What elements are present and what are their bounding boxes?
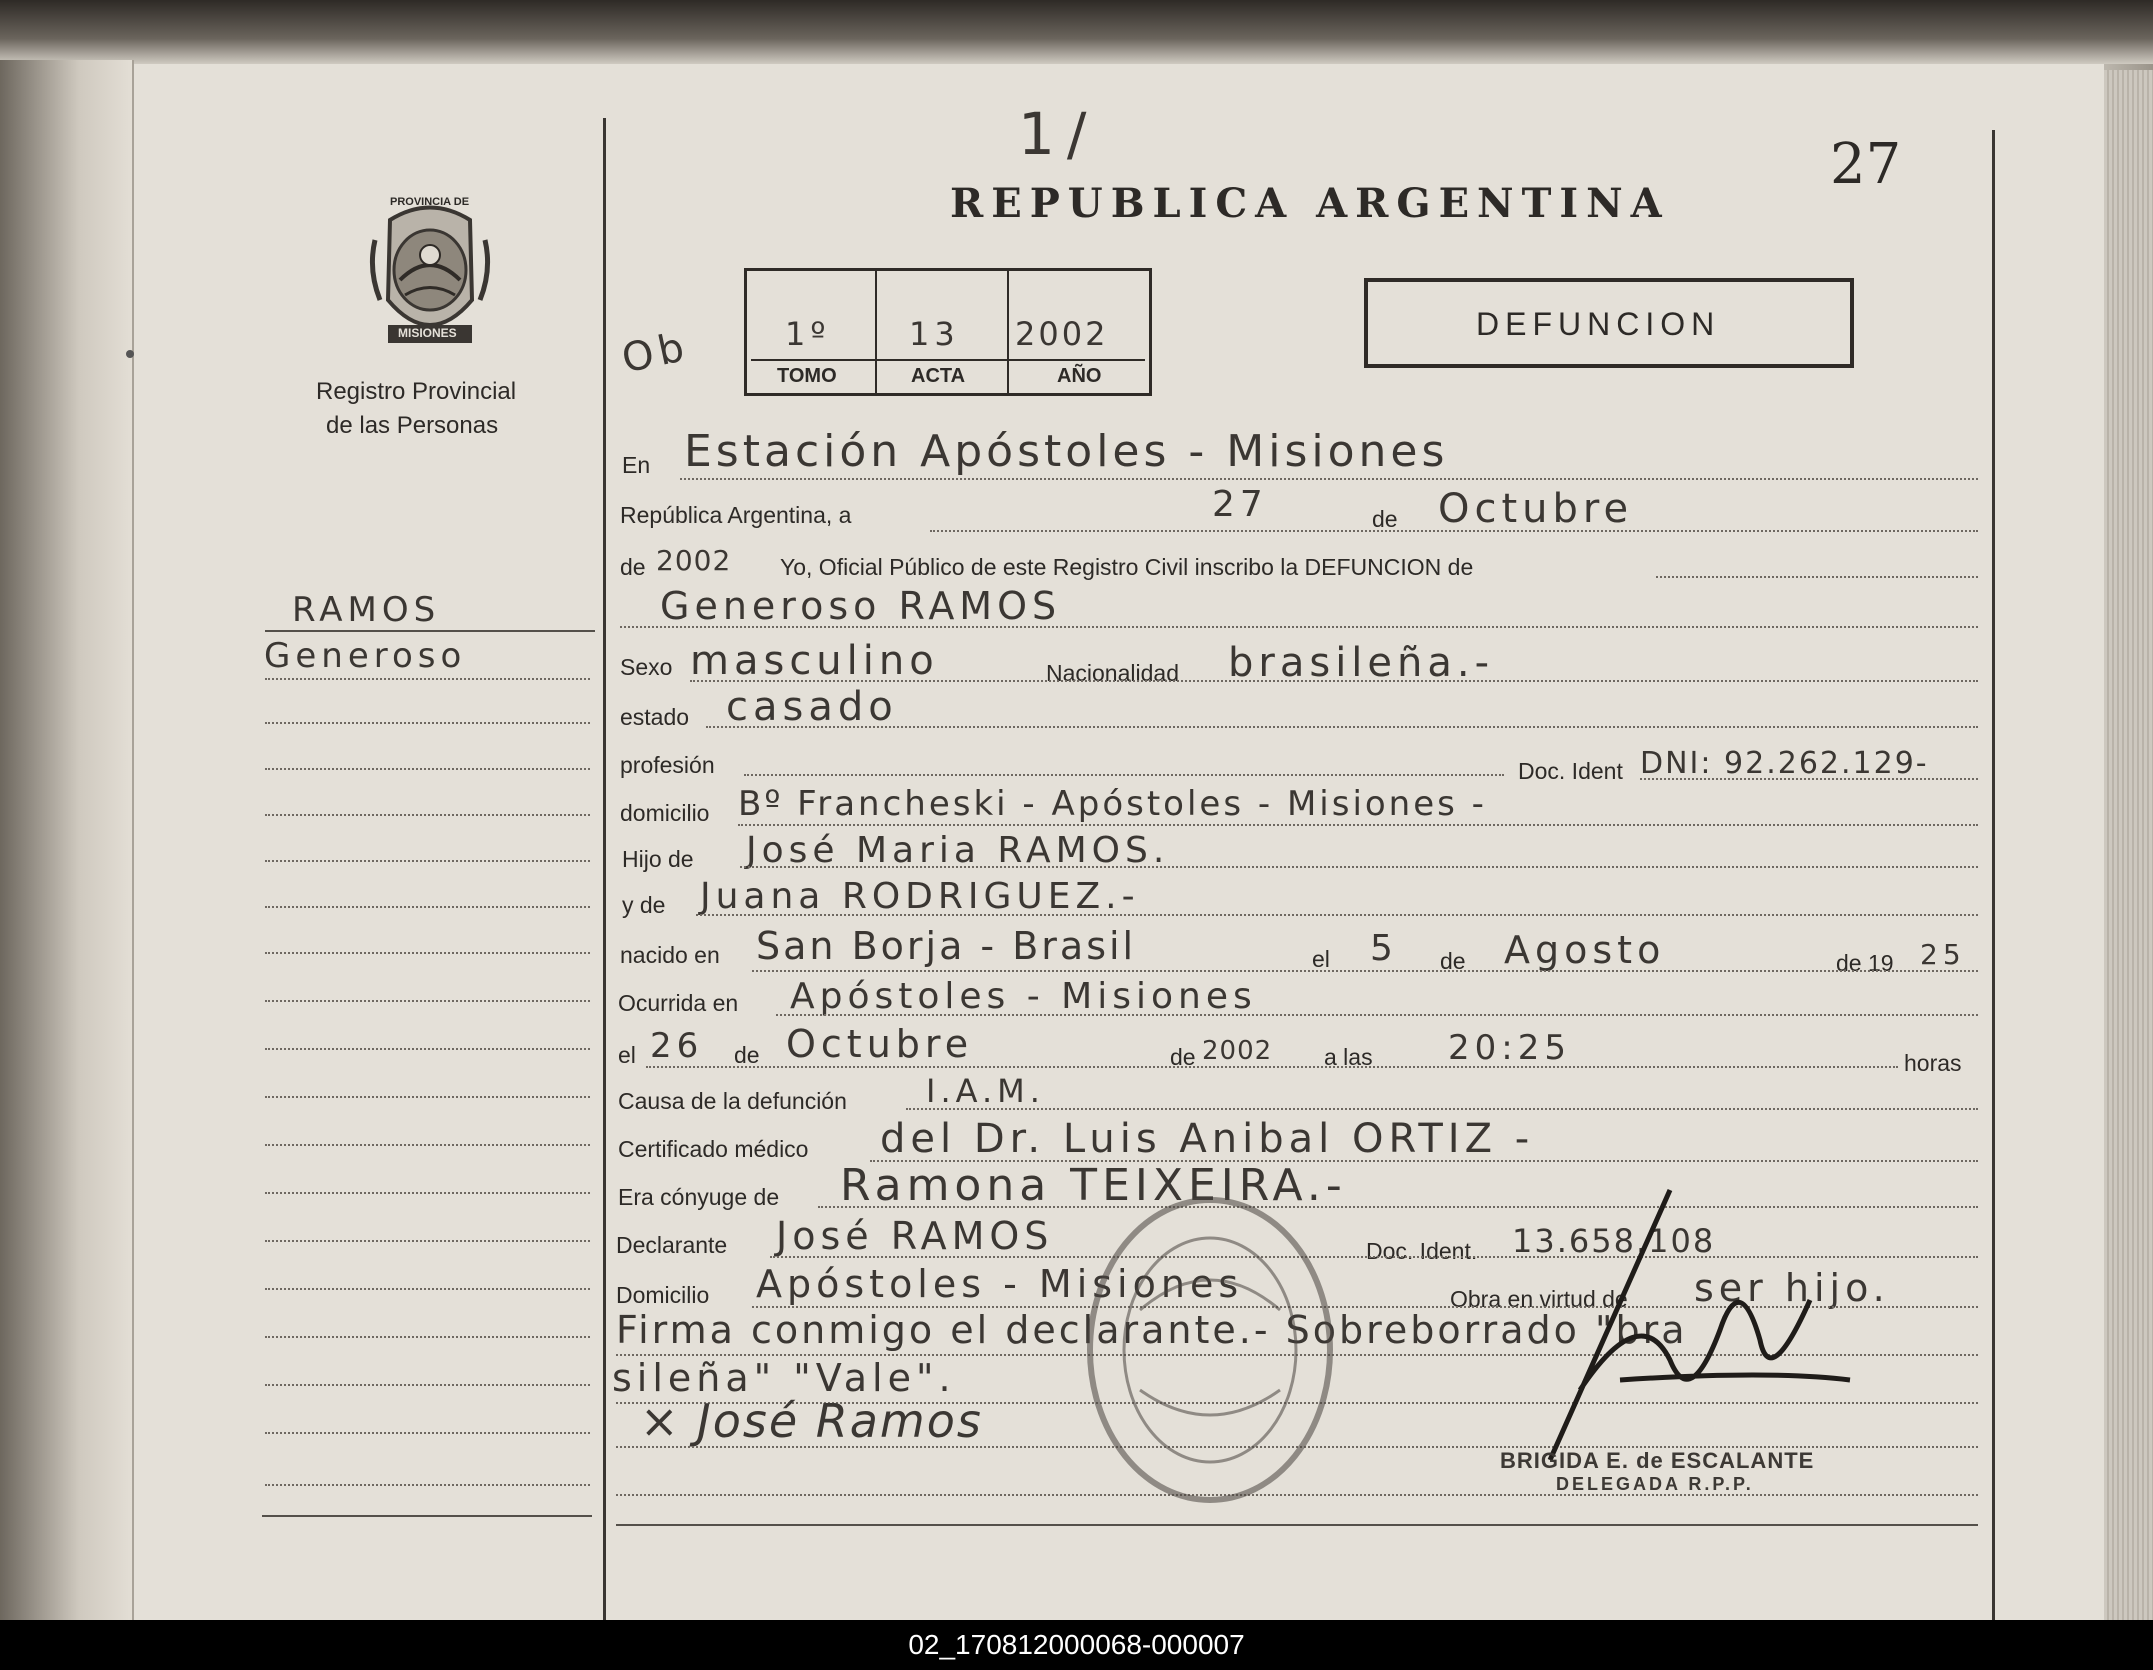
doc-ident2-value: 13.658.108 bbox=[1512, 1222, 1716, 1260]
page-stack-edge bbox=[2104, 70, 2153, 1620]
domicilio2-label: Domicilio bbox=[616, 1282, 710, 1308]
conyuge-label: Era cónyuge de bbox=[618, 1184, 780, 1210]
note-line-2: sileña" "Vale". bbox=[612, 1356, 956, 1400]
margin-rule bbox=[265, 1192, 590, 1194]
registry-name-line2: de las Personas bbox=[326, 412, 499, 439]
margin-rule bbox=[265, 952, 590, 954]
acta-value: 13 bbox=[909, 315, 960, 353]
margin-rule bbox=[265, 768, 590, 770]
margin-rule bbox=[265, 906, 590, 908]
estado-value: casado bbox=[726, 684, 898, 730]
form-rule bbox=[706, 726, 1978, 728]
margin-rule bbox=[265, 1000, 590, 1002]
father-name: José Maria RAMOS. bbox=[746, 830, 1170, 871]
tomo-label: TOMO bbox=[777, 365, 837, 387]
form-rule bbox=[744, 774, 1504, 776]
el2-label: el bbox=[618, 1042, 636, 1068]
form-rule bbox=[906, 1108, 1978, 1110]
deceased-name: Generoso RAMOS bbox=[660, 584, 1062, 628]
registration-month: Octubre bbox=[1438, 486, 1634, 532]
form-rule bbox=[1640, 778, 1978, 780]
sexo-label: Sexo bbox=[620, 654, 673, 680]
obra-value: ser hijo. bbox=[1694, 1266, 1890, 1310]
obra-label: Obra en virtud de bbox=[1450, 1286, 1628, 1312]
margin-rule bbox=[265, 1288, 590, 1290]
birth-month: Agosto bbox=[1504, 928, 1666, 972]
birth-day: 5 bbox=[1370, 928, 1398, 969]
doc-ident2-label: Doc. Ident. bbox=[1366, 1238, 1478, 1264]
birth-place: San Borja - Brasil bbox=[756, 924, 1137, 968]
margin-rule bbox=[265, 1432, 590, 1434]
tomo-value: 1º bbox=[785, 315, 831, 353]
certificado-value: del Dr. Luis Anibal ORTIZ - bbox=[880, 1116, 1535, 1162]
form-rule bbox=[690, 680, 1978, 682]
document-type: DEFUNCION bbox=[1476, 306, 1721, 342]
form-rule bbox=[740, 866, 1978, 868]
form-rule bbox=[752, 970, 1978, 972]
de2-label: de bbox=[1440, 948, 1466, 974]
en-label: En bbox=[622, 452, 651, 478]
death-year: 2002 bbox=[1202, 1036, 1273, 1066]
acta-label: ACTA bbox=[911, 365, 966, 387]
record-left-border bbox=[603, 118, 606, 1620]
de5-label: de bbox=[1170, 1044, 1196, 1070]
registration-day: 27 bbox=[1212, 484, 1268, 525]
form-bottom-rule bbox=[616, 1524, 1978, 1526]
domicilio-value: Bº Francheski - Apóstoles - Misiones - bbox=[738, 784, 1487, 824]
record-right-border bbox=[1992, 130, 1995, 1620]
domicilio2-value: Apóstoles - Misiones bbox=[756, 1262, 1244, 1306]
declarante-label: Declarante bbox=[616, 1232, 728, 1258]
death-day: 26 bbox=[650, 1026, 704, 1066]
margin-rule bbox=[265, 860, 590, 862]
form-rule bbox=[738, 824, 1978, 826]
horas-label: horas bbox=[1904, 1050, 1962, 1076]
form-rule bbox=[776, 1014, 1978, 1016]
act-box-rule bbox=[751, 359, 1145, 361]
a-las-label: a las bbox=[1324, 1044, 1373, 1070]
sexo-value: masculino bbox=[690, 638, 939, 684]
el-label: el bbox=[1312, 946, 1330, 972]
hijo-label: Hijo de bbox=[622, 846, 694, 872]
form-rule bbox=[696, 914, 1978, 916]
act-number-box bbox=[744, 268, 1152, 396]
margin-rule bbox=[265, 1240, 590, 1242]
form-rule bbox=[620, 626, 1978, 628]
margin-rule bbox=[265, 814, 590, 816]
death-month: Octubre bbox=[786, 1022, 974, 1066]
official-round-seal-icon bbox=[1080, 1190, 1340, 1510]
official-stamp-name: BRIGIDA E. de ESCALANTE bbox=[1500, 1448, 1815, 1473]
seal-text-top: PROVINCIA DE bbox=[390, 196, 470, 208]
act-box-divider bbox=[875, 271, 877, 393]
binding-hole bbox=[126, 350, 134, 358]
document-type-box bbox=[1364, 278, 1854, 368]
left-page-edge bbox=[0, 60, 134, 1620]
margin-given-name: Generoso bbox=[264, 636, 467, 676]
death-place: Apóstoles - Misiones bbox=[790, 976, 1257, 1017]
margin-rule bbox=[265, 1484, 590, 1486]
margin-surname: RAMOS bbox=[292, 590, 441, 630]
doc-ident-value: DNI: 92.262.129- bbox=[1640, 746, 1929, 781]
de4-label: de bbox=[734, 1042, 760, 1068]
causa-label: Causa de la defunción bbox=[618, 1088, 847, 1114]
y-de-label: y de bbox=[622, 892, 666, 918]
declarante-value: José RAMOS bbox=[776, 1214, 1054, 1258]
estado-label: estado bbox=[620, 704, 690, 730]
ocurrida-label: Ocurrida en bbox=[618, 990, 739, 1016]
margin-rule bbox=[265, 630, 595, 632]
mother-name: Juana RODRIGUEZ.- bbox=[700, 876, 1140, 917]
conyuge-value: Ramona TEIXEIRA.- bbox=[840, 1160, 1347, 1211]
registration-year: 2002 bbox=[656, 544, 732, 577]
form-rule bbox=[646, 1066, 1898, 1068]
nacionalidad-label: Nacionalidad bbox=[1046, 660, 1179, 686]
margin-rule bbox=[265, 1144, 590, 1146]
doc-ident-label: Doc. Ident bbox=[1518, 758, 1623, 784]
form-rule bbox=[680, 478, 1978, 480]
form-rule bbox=[930, 530, 1978, 532]
image-caption: 02_170812000068-000007 bbox=[0, 1620, 2153, 1670]
domicilio-label: domicilio bbox=[620, 800, 710, 826]
margin-bottom-rule bbox=[262, 1515, 592, 1517]
certificado-label: Certificado médico bbox=[618, 1136, 809, 1162]
margin-rule bbox=[265, 1096, 590, 1098]
birth-year: 25 bbox=[1920, 938, 1966, 971]
official-stamp-title: DELEGADA R.P.P. bbox=[1556, 1474, 1754, 1494]
official-signature-icon bbox=[1520, 1180, 1860, 1480]
act-box-divider bbox=[1007, 271, 1009, 393]
de-label: de bbox=[1372, 506, 1398, 532]
margin-rule bbox=[265, 678, 590, 680]
seal-text-bottom: MISIONES bbox=[398, 326, 457, 340]
profesion-label: profesión bbox=[620, 752, 715, 778]
declarant-signature: × José Ramos bbox=[640, 1394, 983, 1448]
form-rule bbox=[1656, 576, 1978, 578]
de3-label: de 19 bbox=[1836, 950, 1894, 976]
folio-number: 27 bbox=[1830, 132, 1902, 197]
margin-rule bbox=[265, 1336, 590, 1338]
nacionalidad-value: brasileña.- bbox=[1228, 640, 1495, 686]
republica-label: República Argentina, a bbox=[620, 502, 852, 528]
margin-rule bbox=[265, 722, 590, 724]
country-title: REPUBLICA ARGENTINA bbox=[950, 180, 1670, 227]
registry-name-line1: Registro Provincial bbox=[316, 378, 517, 405]
death-time: 20:25 bbox=[1448, 1028, 1571, 1068]
margin-rule bbox=[265, 1048, 590, 1050]
inscription-text: Yo, Oficial Público de este Registro Civil inscribo la DEFUNCION de bbox=[780, 554, 1474, 580]
top-handwritten-mark: 1/ bbox=[1018, 100, 1099, 168]
anio-value: 2002 bbox=[1015, 315, 1109, 353]
margin-initials: Ob bbox=[617, 323, 693, 383]
book-top-shadow bbox=[0, 0, 2153, 64]
nacido-label: nacido en bbox=[620, 942, 720, 968]
note-line-1: Firma conmigo el declarante.- Sobreborrado "bra bbox=[616, 1308, 1688, 1352]
place-of-registration: Estación Apóstoles - Misiones bbox=[684, 426, 1449, 477]
de-year-label: de bbox=[620, 554, 646, 580]
anio-label: AÑO bbox=[1057, 365, 1102, 387]
margin-rule bbox=[265, 1384, 590, 1386]
causa-value: I.A.M. bbox=[926, 1072, 1045, 1110]
